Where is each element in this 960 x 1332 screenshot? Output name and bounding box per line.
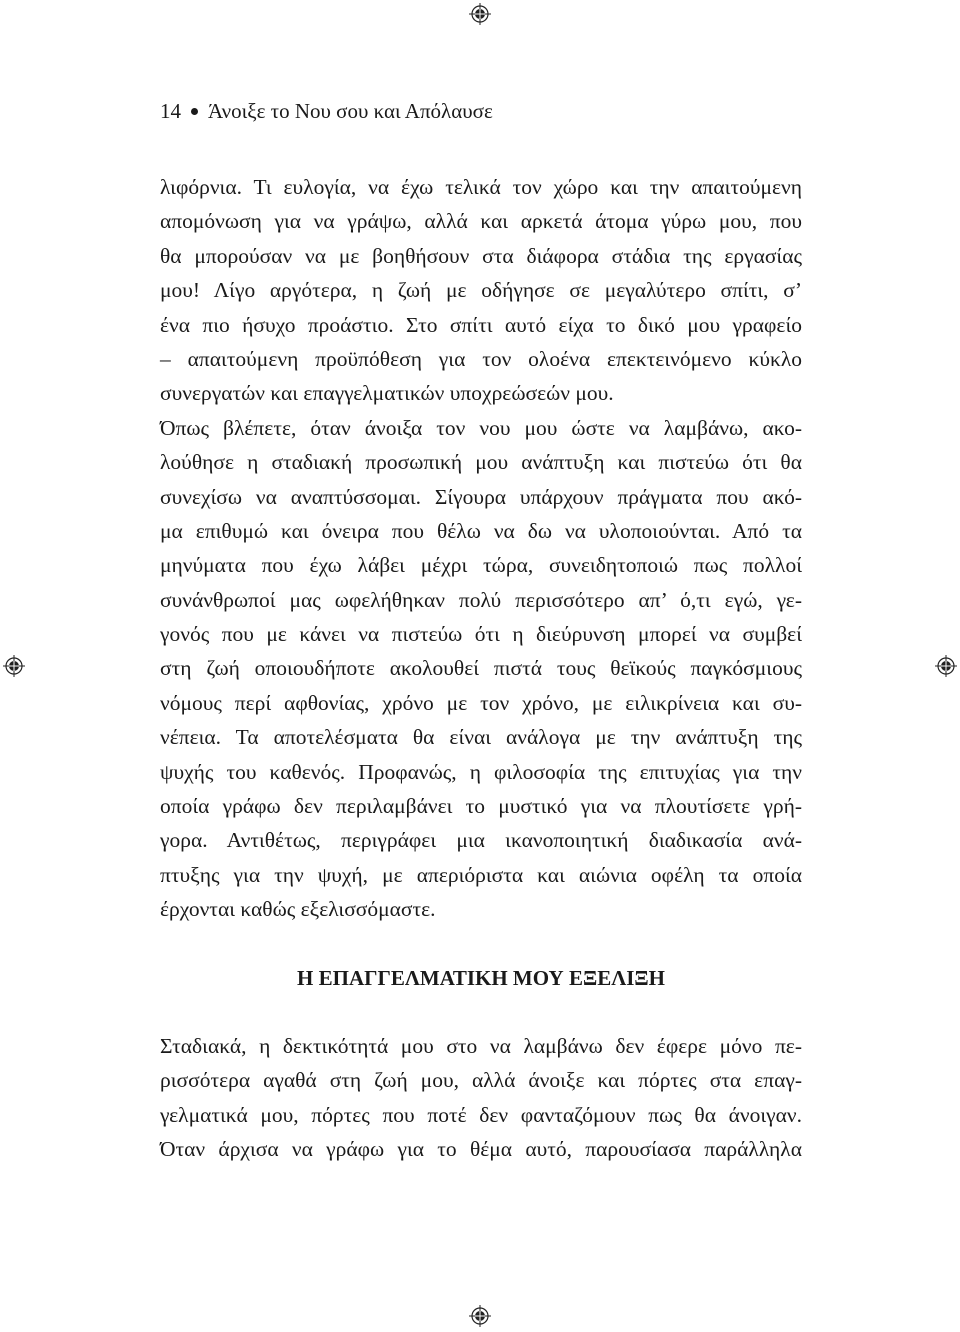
page-number: 14 <box>160 99 181 123</box>
text-line: μου! Λίγο αργότερα, η ζωή με οδήγησε σε μεγαλύτερο σπίτι, σ’ <box>160 278 802 303</box>
running-head <box>160 96 493 126</box>
registration-mark-icon <box>469 1305 491 1327</box>
registration-mark-icon <box>469 3 491 25</box>
text-line: λούθησε η σταδιακή προσωπική μου ανάπτυξη και πιστεύω ότι θα <box>160 450 802 475</box>
book-title: Άνοιξε το Νου σου και Απόλαυσε <box>208 99 493 123</box>
text-line: συνεχίσω να αναπτύσσομαι. Σίγουρα υπάρχουν πράγματα που ακό- <box>160 484 802 509</box>
text-line: οποία γράφω δεν περιλαμβάνει το μυστικό για να πλουτίσετε γρή- <box>160 794 802 819</box>
text-line: στη ζωή οποιουδήποτε ακολουθεί πιστά τους θεϊκούς παγκόσμιους <box>160 656 802 681</box>
text-line: Όπως βλέπετε, όταν άνοιξα τον νου μου ώστε να λαμβάνω, ακο- <box>160 415 802 440</box>
text-line: μηνύματα που έχω λάβει μέχρι τώρα, συνειδητοποιώ πως πολλοί <box>160 553 802 578</box>
registration-mark-icon <box>935 655 957 677</box>
section-heading: Η ΕΠΑΓΓΕΛΜΑΤΙΚΗ ΜΟΥ ΕΞΕΛΙΞΗ <box>297 965 665 990</box>
text-line: απομόνωση για να γράψω, αλλά και αρκετά άτομα γύρω μου, που <box>160 209 802 234</box>
text-line: συνεργατών και επαγγελματικών υποχρεώσεών μου. <box>160 381 614 406</box>
text-line: ψυχής του καθενός. Προφανώς, η φιλοσοφία της επιτυχίας για την <box>160 759 802 784</box>
paragraph-2 <box>160 411 802 927</box>
text-line: πτυξης για την ψυχή, με απεριόριστα και αιώνια οφέλη τα οποία <box>160 862 802 887</box>
text-line: θα μπορούσαν να με βοηθήσουν στα διάφορα στάδια της εργασίας <box>160 243 802 268</box>
text-line: νόμους περί αφθονίας, χρόνο με τον χρόνο, με ειλικρίνεια και συ- <box>160 690 802 715</box>
text-line: νέπεια. Τα αποτελέσματα θα είναι ανάλογα με την ανάπτυξη της <box>160 725 802 750</box>
text-line: γονός που με κάνει να πιστεύω ότι η διεύρυνση μπορεί να συμβεί <box>160 622 802 647</box>
paragraph-1 <box>160 170 802 411</box>
text-line: – απαιτούμενη προϋπόθεση για τον ολοένα επεκτεινόμενο κύκλο <box>160 346 802 371</box>
text-line: λιφόρνια. Τι ευλογία, να έχω τελικά τον χώρο και την απαιτούμενη <box>160 175 802 199</box>
text-line: γορα. Αντιθέτως, περιγράφει μια ικανοποιητική διαδικασία ανά- <box>160 828 802 853</box>
paragraph-3 <box>160 1029 802 1167</box>
text-line: μα επιθυμώ και όνειρα που θέλω να δω να υλοποιούνται. Από τα <box>160 518 802 543</box>
body-text <box>160 170 802 1167</box>
text-line: ένα πιο ήσυχο προάστιο. Στο σπίτι αυτό είχα το δικό μου γραφείο <box>160 312 802 337</box>
text-line: έρχονται καθώς εξελισσόμαστε. <box>160 897 436 922</box>
registration-mark-icon <box>3 655 25 677</box>
text-line: Σταδιακά, η δεκτικότητά μου στο να λαμβάνω δεν έφερε μόνο πε- <box>160 1033 802 1058</box>
text-line: ρισσότερα αγαθά στη ζωή μου, αλλά άνοιξε και πόρτες στα επαγ- <box>160 1068 802 1093</box>
text-line: Όταν άρχισα να γράφω για το θέμα αυτό, παρουσίασα παράλληλα <box>160 1137 802 1162</box>
text-line: συνάνθρωποί μας ωφελήθηκαν πολύ περισσότερο απ’ ό,τι εγώ, γε- <box>160 587 802 612</box>
bullet-separator <box>191 108 198 115</box>
text-line: γελματικά μου, πόρτες που ποτέ δεν φανταζόμουν πως θα άνοιγαν. <box>160 1102 802 1127</box>
